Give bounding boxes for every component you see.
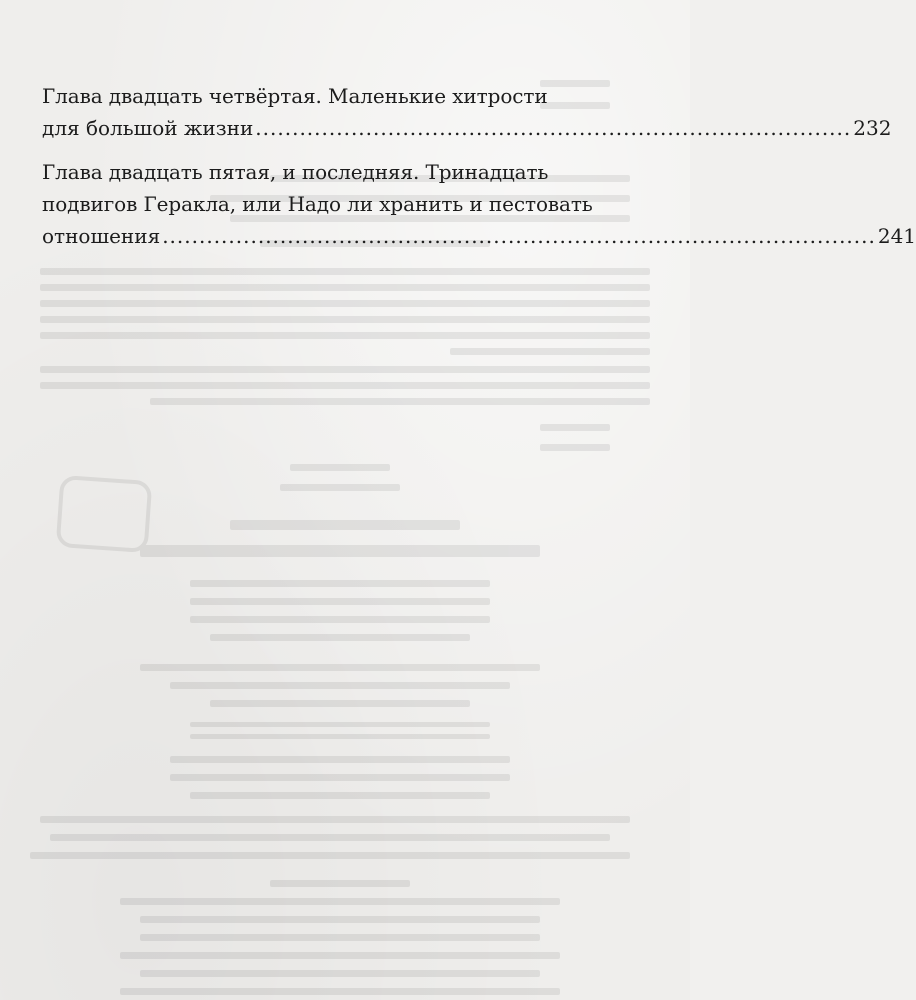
- toc-entry-leader-line: [42, 112, 892, 144]
- page-number: 241: [877, 224, 916, 248]
- toc-entry-title-end: отношения: [42, 224, 161, 248]
- toc-entry-title-line: Глава двадцать четвёртая. Маленькие хитрости: [42, 84, 548, 108]
- toc-entry-title-line: подвигов Геракла, или Надо ли хранить и пестовать: [42, 192, 593, 216]
- toc-entry-chapter-24: [42, 80, 892, 144]
- dot-leader: .................................................................................................: [162, 224, 876, 248]
- toc-entry-leader-line: [42, 220, 916, 252]
- toc-entry-title-line: Глава двадцать пятая, и последняя. Тринадцать: [42, 160, 549, 184]
- page-number: 232: [853, 116, 892, 140]
- toc-entry-chapter-25: [42, 156, 916, 252]
- dot-leader: .................................................................................: [255, 116, 852, 140]
- table-of-contents: [42, 80, 916, 264]
- toc-entry-title-end: для большой жизни: [42, 116, 254, 140]
